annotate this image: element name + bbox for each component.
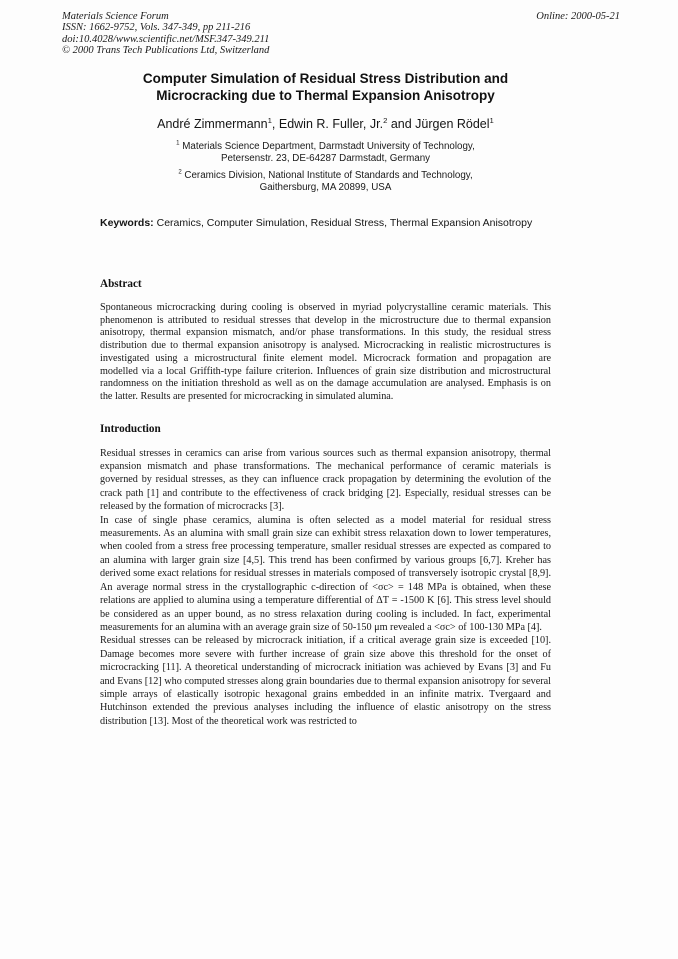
introduction-paragraph-1: Residual stresses in ceramics can arise from various sources such as thermal expansion anisotropy, thermal expansion mismatch and phase transformations. The mechanical performance of ceramic materials is governed by residual stresses, as they can influence crack propagation by determining the evolution of the crack path [1] and contribute to the effectiveness of crack bridging [2]. Especially, residual stresses can be released by the formation of microcracks [3]. xyxy=(100,447,551,513)
introduction-paragraph-3: Residual stresses can be released by microcrack initiation, if a critical average grain size is exceeded [10]. Damage becomes more severe with further increase of grain size above this threshold for the onset of microcracking [11]. A theoretical understanding of microcrack initiation was achieved by Evans [3] and Fu and Evans [12] who computed stresses along grain boundaries due to thermal expansion anisotropy for several simple arrays of elastically isotropic hexagonal grains embedded in an infinite matrix. Tvergaard and Hutchinson extended the previous analyses including the influence of elastic anisotropy on the stress distribution [13]. Most of the theoretical work was restricted to xyxy=(100,635,551,727)
online-date: Online: 2000-05-21 xyxy=(536,11,620,22)
introduction-heading: Introduction xyxy=(100,422,161,435)
introduction-paragraph-2: In case of single phase ceramics, alumina is often selected as a model material for residual stress measurements. As an alumina with small grain size can exhibit stress relaxation down to lower temperatures, when cooled from a stress free processing temperature, smaller residual stresses are expected as compared to an alumina with larger grain size [4,5]. This trend has been confirmed by various groups [6,7]. Kreher has derived some exact relations for residual stresses in materials composed of transversely isotropic crystal [8,9]. An average normal stress in the crystallographic c-direction of <σc> = 148 MPa is obtained, when these relations are applied to alumina using a temperature differential of ΔT = -1500 K [6]. This stress level should be considered as an upper bound, as no stress relaxation during cooling is included. In fact, experimental measurements for an alumina with an average grain size of 50-150 μm revealed a <σc> of 100-130 MPa [4]. xyxy=(100,514,551,633)
affiliation-1 xyxy=(152,141,500,165)
abstract-paragraph: Spontaneous microcracking during cooling is observed in myriad polycrystalline ceramic materials. This phenomenon is attributed to residual stresses that develop in the microstructure due to thermal expansion anisotropy, thermal expansion mismatch, and/or phase transformations. In this study, the residual stress distribution due to thermal expansion anisotropy is analysed. Microcracking in realistic microstructures is investigated using a microstructural finite element model. Microcrack formation and propagation are modelled via a local Griffith-type failure criterion. Influences of grain size distribution and microstructural randomness on the initiation threshold as well as on the damage accumulation are analysed. Emphasis is on the latter. Results are presented for microcracking in simulated alumina. xyxy=(100,302,551,402)
doi-line: doi:10.4028/www.scientific.net/MSF.347-349.211 xyxy=(62,33,270,45)
keywords-label: Keywords: xyxy=(100,217,154,229)
keywords-line xyxy=(100,217,551,230)
author-3: and Jürgen Rödel xyxy=(387,117,490,131)
author-2-affiliation-marker: 2 xyxy=(383,115,388,125)
affiliation-1-text: Materials Science Department, Darmstadt University of Technology, Petersenstr. 23, DE-64287 Darmstadt, Germany xyxy=(179,141,475,164)
affiliation-1-marker: 1 xyxy=(176,140,180,147)
author-2: , Edwin R. Fuller, Jr. xyxy=(271,117,384,131)
author-3-affiliation-marker: 1 xyxy=(489,115,494,125)
author-1-affiliation-marker: 1 xyxy=(267,115,272,125)
paper-content xyxy=(100,0,551,728)
affiliation-2-marker: 2 xyxy=(178,169,182,176)
copyright-line: © 2000 Trans Tech Publications Ltd, Switzerland xyxy=(62,45,270,57)
author-1: André Zimmermann xyxy=(157,117,268,131)
paper-title: Computer Simulation of Residual Stress Distribution and Microcracking due to Thermal Expansion Anisotropy xyxy=(142,71,509,103)
affiliation-2-text: Ceramics Division, National Institute of Standards and Technology, Gaithersburg, MA 20899, USA xyxy=(181,170,473,193)
abstract-heading: Abstract xyxy=(100,278,142,290)
affiliation-2 xyxy=(152,170,500,194)
keywords-text: Ceramics, Computer Simulation, Residual Stress, Thermal Expansion Anisotropy xyxy=(153,217,533,229)
journal-name: Materials Science Forum xyxy=(62,11,169,22)
issn-line: ISSN: 1662-9752, Vols. 347-349, pp 211-216 xyxy=(62,22,251,34)
authors-line xyxy=(100,117,551,132)
